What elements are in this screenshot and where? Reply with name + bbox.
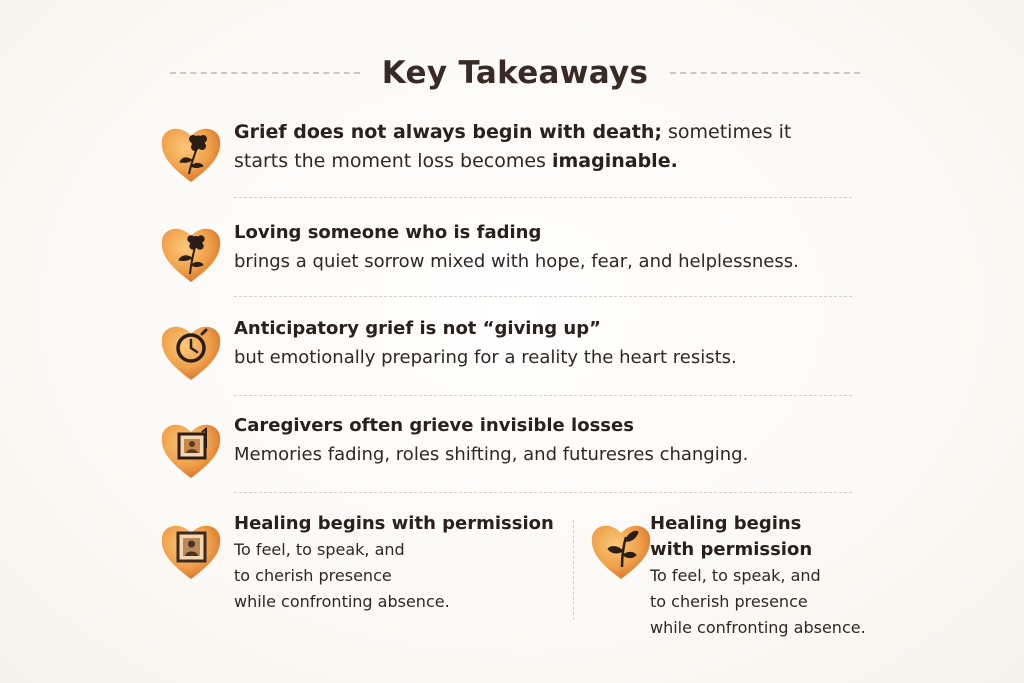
takeaway-text: to cherish presence	[650, 592, 808, 611]
takeaway-item-6	[588, 515, 888, 645]
takeaway-text: starts the moment loss becomes	[234, 150, 552, 172]
divider	[234, 492, 852, 493]
takeaway-line-2	[234, 147, 791, 176]
takeaway-text: To feel, to speak, and	[234, 540, 405, 559]
takeaway-heading: Grief does not always begin with death;	[234, 121, 662, 143]
title-rule-right	[670, 72, 860, 74]
takeaway-heading: Caregivers often grieve invisible losses	[234, 415, 634, 436]
title-rule-left	[170, 72, 360, 74]
flower-heart-icon	[158, 122, 224, 184]
takeaway-text: Memories fading, roles shifting, and futuresres changing.	[234, 444, 749, 465]
takeaway-item-4	[158, 416, 858, 478]
takeaway-item-1	[158, 120, 858, 190]
divider	[234, 296, 852, 297]
sprout-heart-icon	[588, 519, 654, 581]
takeaway-text: to cherish presence	[234, 566, 392, 585]
takeaway-text: brings a quiet sorrow mixed with hope, fear, and helplessness.	[234, 251, 799, 272]
page-title: Key Takeaways	[381, 55, 649, 91]
portrait-frame-heart-icon	[158, 519, 224, 581]
divider	[234, 197, 852, 198]
photo-frame-heart-icon	[158, 418, 224, 480]
takeaway-heading: Loving someone who is fading	[234, 222, 542, 243]
title-row	[170, 48, 860, 98]
takeaway-item-5	[158, 515, 558, 625]
flower-heart-icon	[158, 222, 224, 284]
takeaway-emphasis: imaginable.	[551, 150, 678, 172]
divider	[234, 395, 852, 396]
takeaway-heading: Healing begins with permission	[234, 513, 554, 534]
takeaway-heading-line: Healing begins	[650, 513, 802, 534]
takeaway-text: while confronting absence.	[234, 592, 450, 611]
takeaway-line-1	[234, 118, 791, 147]
takeaway-text: sometimes it	[661, 121, 792, 143]
takeaway-heading: Anticipatory grief is not “giving up”	[234, 318, 601, 339]
clock-heart-icon	[158, 320, 224, 382]
takeaway-text: but emotionally preparing for a reality the heart resists.	[234, 347, 737, 368]
takeaway-text: while confronting absence.	[650, 618, 866, 637]
takeaway-item-3	[158, 318, 858, 380]
takeaway-heading-line: with permission	[650, 539, 813, 560]
column-divider	[573, 520, 574, 620]
takeaway-item-2	[158, 222, 858, 284]
takeaway-text: To feel, to speak, and	[650, 566, 821, 585]
